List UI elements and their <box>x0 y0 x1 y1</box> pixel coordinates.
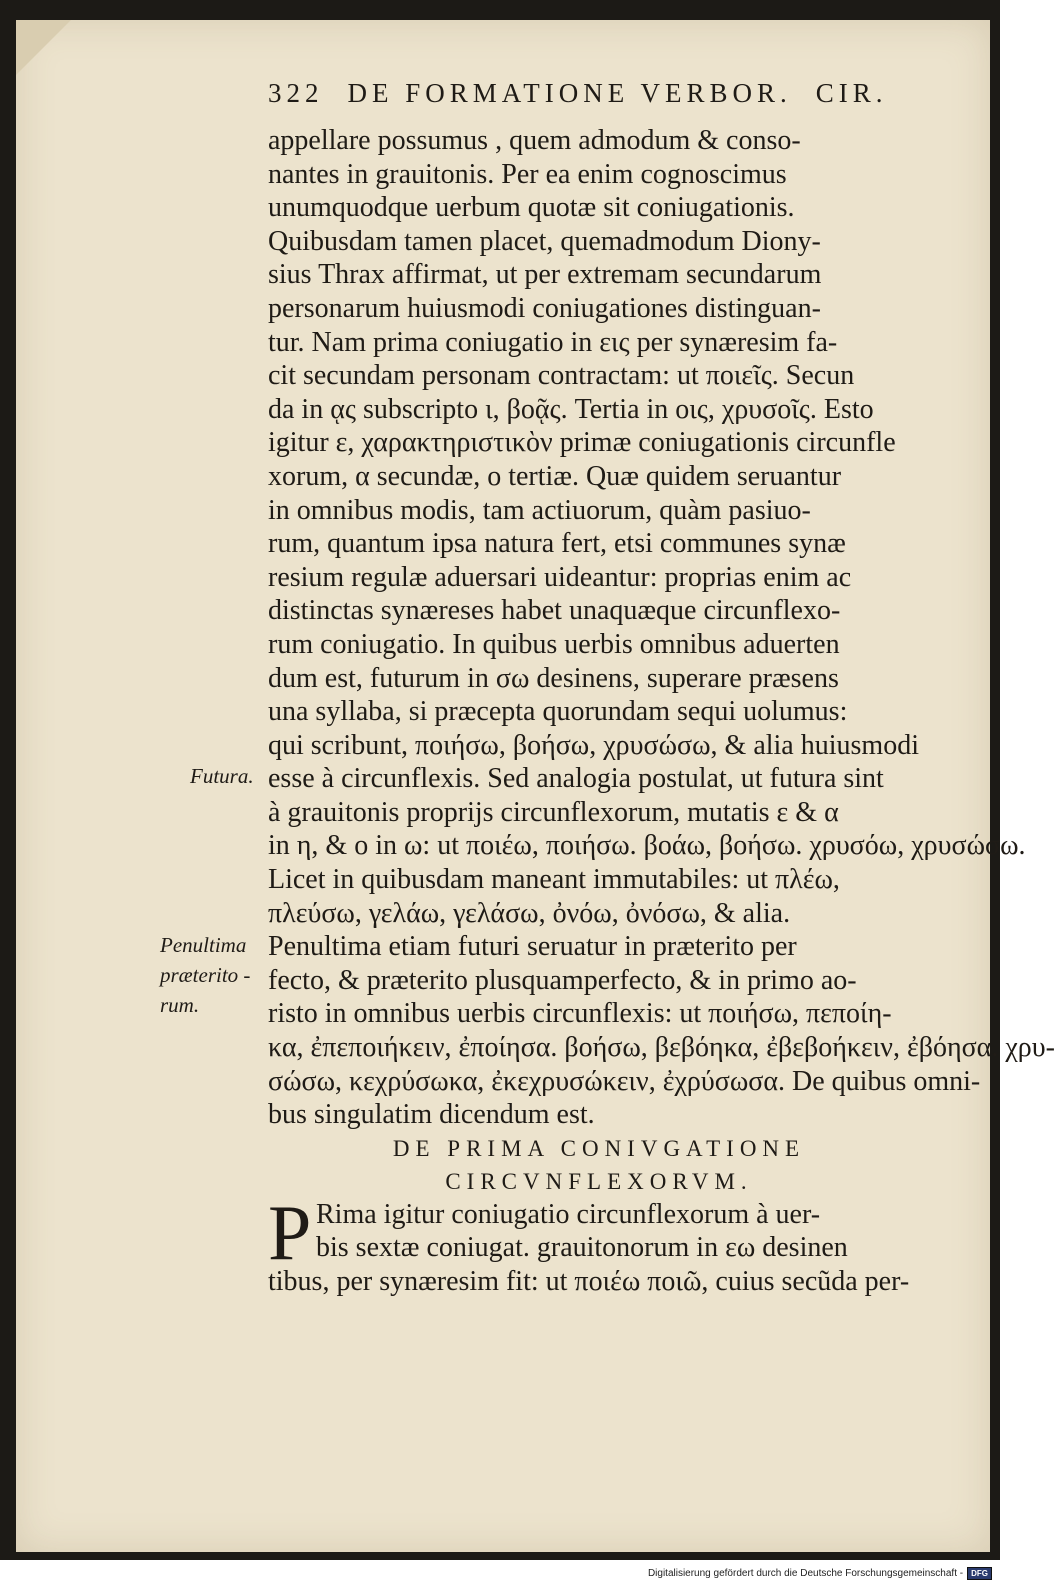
margin-note-futura: Futura. <box>190 764 254 788</box>
body-line: appellare possumus , quem admodum & conso- <box>268 125 801 156</box>
page-text-block <box>268 78 1055 1299</box>
margin-note-praeterito: præterito - <box>160 963 251 987</box>
body-line: rum coniugatio. In quibus uerbis omnibus aduerten <box>268 628 840 660</box>
body-line: cit secundam personam contractam: ut ποιεῖς. Secun <box>268 360 855 392</box>
body-line: una syllaba, si præcepta quorundam sequi uolumus: <box>268 696 848 728</box>
running-head <box>268 78 930 118</box>
section-heading-line: DE PRIMA CONIVGATIONE <box>392 1135 806 1161</box>
body-line: à grauitonis proprijs circunflexorum, mutatis ε & α <box>268 796 839 828</box>
body-line: igitur ε, χαρακτηριστικὸν primæ coniugationis circunfle <box>268 427 896 459</box>
body-line: dum est, futurum in σω desinens, superare præsens <box>268 662 839 694</box>
body-line: distinctas synæreses habet unaquæque circunflexo- <box>268 595 841 627</box>
running-section: CIR. <box>815 78 888 108</box>
body-line: esse à circunflexis. Sed analogia postulat, ut futura sint <box>268 763 884 795</box>
body-line: qui scribunt, ποιήσω, βοήσω, χρυσώσω, & alia huiusmodi <box>268 729 919 761</box>
body-line: da in ᾳς subscripto ι, βοᾷς. Tertia in οις, χρυσοῖς. Esto <box>268 393 874 425</box>
body-line: Rima igitur coniugatio circunflexorum à uer- <box>316 1198 821 1230</box>
funding-credit: Digitalisierung gefördert durch die Deutsche Forschungsgemeinschaft - <box>647 1568 964 1579</box>
body-line: in η, & ο in ω: ut ποιέω, ποιήσω. βοάω, βοήσω. χρυσόω, χρυσώσω. <box>268 830 1026 862</box>
body-line: xorum, α secundæ, ο tertiæ. Quæ quidem seruantur <box>268 460 842 492</box>
dfg-logo-icon: DFG <box>967 1567 992 1580</box>
final-paragraph <box>268 1188 930 1299</box>
body-line: bis sextæ coniugat. grauitonorum in εω desinen <box>316 1232 848 1264</box>
body-line: unumquodque uerbum quotæ sit coniugationis. <box>268 192 795 224</box>
body-line: Licet in quibusdam maneant immutabiles: ut πλέω, <box>268 864 840 896</box>
body-line: σώσω, κεχρύσωκα, ἐκεχρυσώκειν, ἐχρύσωσα. De quibus omni- <box>268 1065 981 1097</box>
body-line: fecto, & præterito plusquamperfecto, & in primo ao- <box>268 964 857 996</box>
body-line: tibus, per synæresim fit: ut ποιέω ποιῶ, cuius secũda per- <box>268 1266 910 1297</box>
page-number: 322 <box>268 78 324 108</box>
section-heading-line: CIRCVNFLEXORVM. <box>445 1168 753 1194</box>
body-line: risto in omnibus uerbis circunflexis: ut ποιήσω, πεποίη- <box>268 998 892 1030</box>
body-line: κα, ἐπεποιήκειν, ἐποίησα. βοήσω, βεβόηκα, ἐβεβοήκειν, ἐβόησα. χρυ- <box>268 1032 1055 1064</box>
body-line: tur. Nam prima coniugatio in εις per synæresim fa- <box>268 326 838 358</box>
body-line: resium regulæ aduersari uideantur: proprias enim ac <box>268 561 852 593</box>
body-line: nantes in grauitonis. Per ea enim cognoscimus <box>268 158 787 190</box>
body-line: rum, quantum ipsa natura fert, etsi communes synæ <box>268 528 846 560</box>
body-line: sius Thrax affirmat, ut per extremam secundarum <box>268 259 822 291</box>
folded-corner <box>16 20 71 75</box>
body-line: Quibusdam tamen placet, quemadmodum Diony- <box>268 225 821 257</box>
margin-note-rum: rum. <box>160 993 200 1017</box>
body-line: personarum huiusmodi coniugationes distinguan- <box>268 292 821 324</box>
body-line: bus singulatim dicendum est. <box>268 1099 595 1131</box>
body-line: in omnibus modis, tam actiuorum, quàm pasiuo- <box>268 494 811 526</box>
running-title: DE FORMATIONE VERBOR. <box>347 78 792 108</box>
body-line: πλεύσω, γελάω, γελάσω, ὀνόω, ὀνόσω, & alia. <box>268 897 791 929</box>
drop-cap: P <box>268 1188 312 1276</box>
footer <box>648 1567 992 1580</box>
margin-note-penultima: Penultima <box>160 933 247 957</box>
body-line: Penultima etiam futuri seruatur in præterito per <box>268 931 797 963</box>
